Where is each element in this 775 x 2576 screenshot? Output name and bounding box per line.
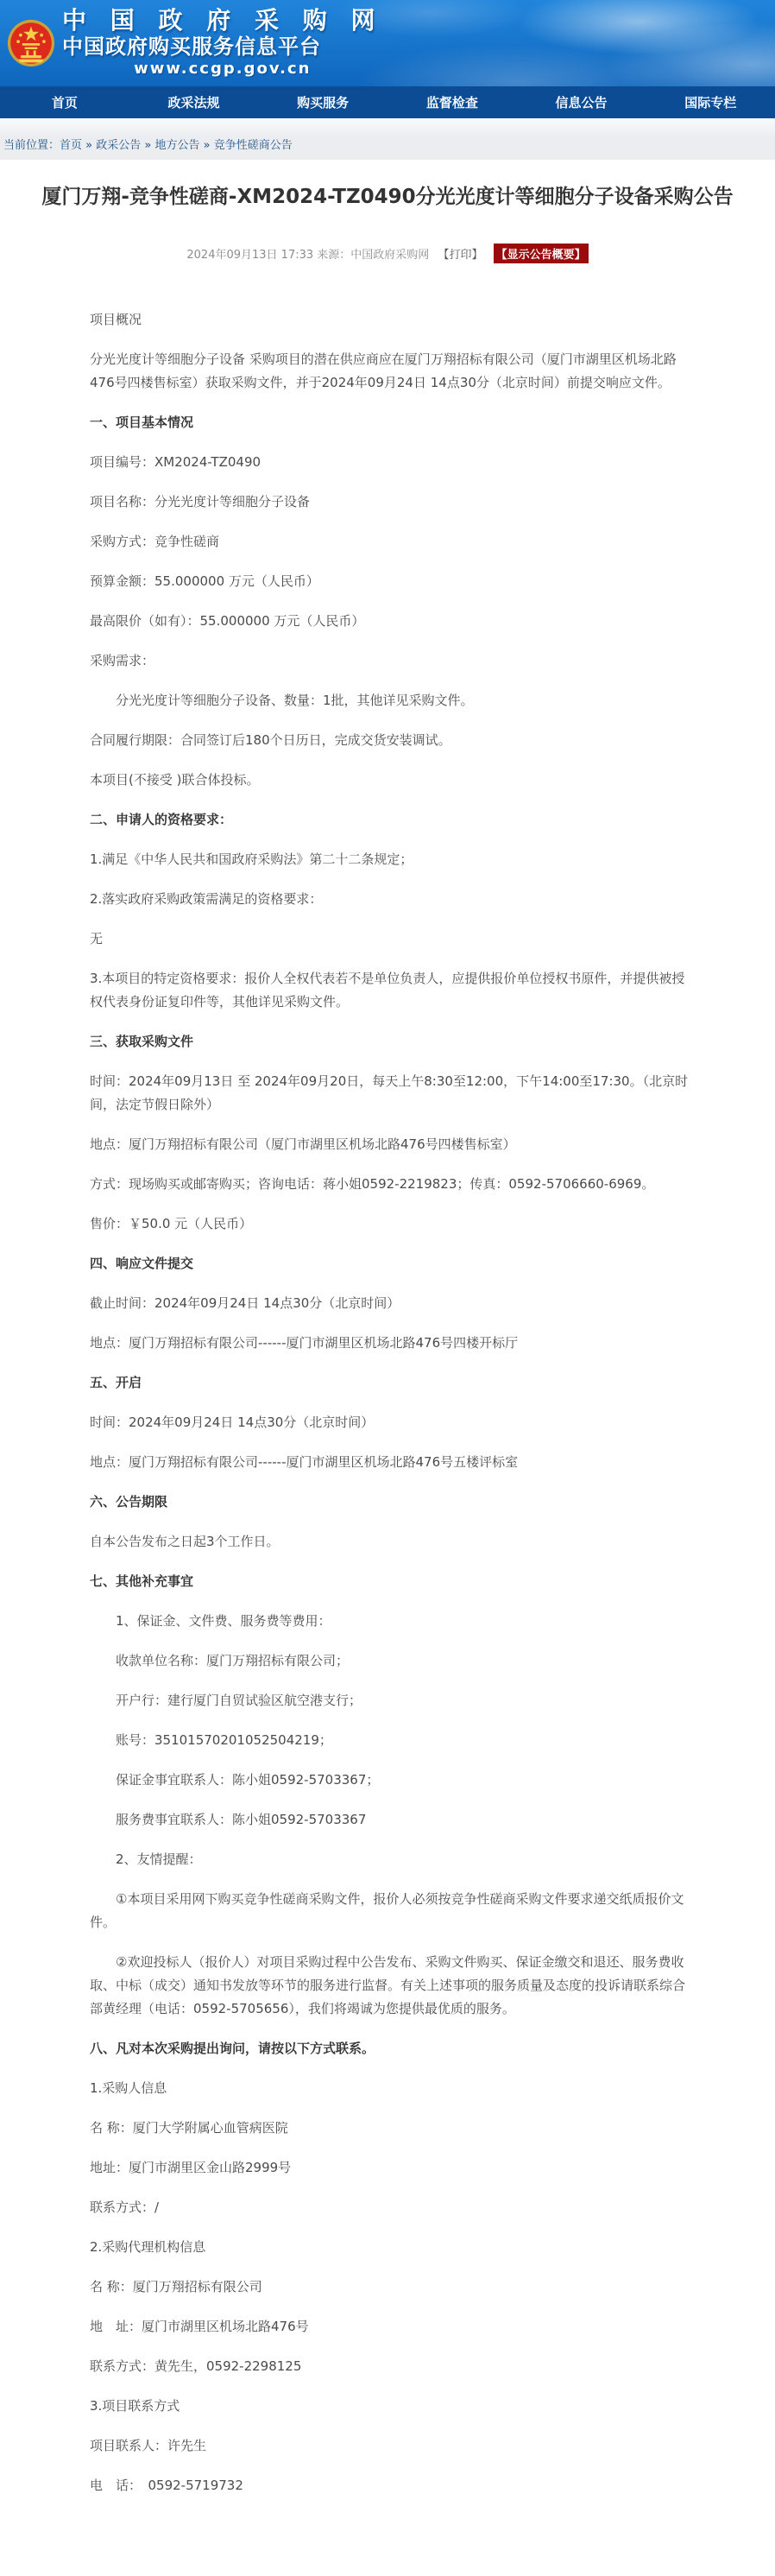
paragraph: 售价：￥50.0 元（人民币） bbox=[90, 1216, 253, 1231]
paragraph: 2、友情提醒： bbox=[116, 1851, 202, 1867]
paragraph: 时间：2024年09月13日 至 2024年09月20日，每天上午8:30至12:00，下午14:00至17:30。（北京时间，法定节假日除外） bbox=[90, 1073, 689, 1112]
paragraph: 收款单位名称：厦门万翔招标有限公司； bbox=[116, 1653, 350, 1668]
nav-item-3[interactable]: 购买服务 bbox=[297, 95, 350, 111]
paragraph: 方式：现场购买或邮寄购买；咨询电话：蒋小姐0592-2219823；传真：0592-5706660-6969。 bbox=[90, 1176, 655, 1192]
breadcrumb-item-4[interactable]: 竞争性磋商公告 bbox=[213, 139, 293, 152]
nav-item-4[interactable]: 监督检查 bbox=[425, 95, 478, 111]
paragraph: 预算金额：55.000000 万元（人民币） bbox=[90, 573, 319, 589]
section-heading: 一、项目基本情况 bbox=[90, 415, 194, 430]
site-url: www.ccgp.gov.cn bbox=[134, 60, 312, 78]
paragraph: 截止时间：2024年09月24日 14点30分（北京时间） bbox=[90, 1295, 400, 1311]
section-heading: 五、开启 bbox=[90, 1375, 142, 1390]
paragraph: 电 话： 0592-5719732 bbox=[90, 2478, 243, 2493]
nav-item-2[interactable]: 政采法规 bbox=[167, 95, 220, 111]
breadcrumb-item-1[interactable]: 首页 bbox=[60, 139, 83, 152]
nav-item-5[interactable]: 信息公告 bbox=[555, 95, 608, 111]
paragraph: 项目编号：XM2024-TZ0490 bbox=[90, 454, 261, 470]
paragraph: 名 称：厦门大学附属心血管病医院 bbox=[90, 2120, 288, 2136]
paragraph: 服务费事宜联系人：陈小姐0592-5703367 bbox=[116, 1812, 367, 1827]
site-name: 中 国 政 府 采 购 网 bbox=[62, 6, 383, 35]
site-header bbox=[0, 0, 775, 86]
paragraph: 3.本项目的特定资格要求：报价人全权代表若不是单位负责人，应提供报价单位授权书原件，并提供被授权代表身份证复印件等，其他详见采购文件。 bbox=[90, 971, 685, 1010]
section-heading: 四、响应文件提交 bbox=[90, 1256, 194, 1271]
announcement-page bbox=[0, 183, 775, 2576]
article-meta bbox=[0, 244, 775, 263]
show-summary-button[interactable]: 【显示公告概要】 bbox=[494, 244, 589, 263]
section-heading: 六、公告期限 bbox=[90, 1494, 168, 1510]
paragraph: 地点：厦门万翔招标有限公司------厦门市湖里区机场北路476号五楼评标室 bbox=[90, 1454, 519, 1470]
paragraph: ②欢迎投标人（报价人）对项目采购过程中公告发布、采购文件购买、保证金缴交和退还、服务费收取、中标（成交）通知书发放等环节的服务进行监督。有关上述事项的服务质量及态度的投诉请联系综合部黄经理（电话：0592-5705656），我们将竭诚为您提供最优质的服务。 bbox=[90, 1954, 686, 2016]
paragraph: 地址：厦门市湖里区金山路2999号 bbox=[90, 2160, 292, 2175]
article-body bbox=[90, 308, 694, 2576]
site-title-block bbox=[62, 7, 383, 79]
paragraph: 开户行：建行厦门自贸试验区航空港支行； bbox=[116, 1693, 362, 1708]
print-button[interactable]: 【打印】 bbox=[438, 249, 483, 262]
paragraph: ①本项目采用网下购买竞争性磋商采购文件，报价人必须按竞争性磋商采购文件要求递交纸质报价文件。 bbox=[90, 1891, 684, 1930]
paragraph: 项目概况 bbox=[90, 312, 142, 327]
source-label: 来源：中国政府采购网 bbox=[317, 249, 430, 262]
paragraph: 项目名称：分光光度计等细胞分子设备 bbox=[90, 494, 311, 510]
paragraph: 最高限价（如有）：55.000000 万元（人民币） bbox=[90, 613, 365, 629]
paragraph: 账号：35101570201052504219； bbox=[116, 1732, 332, 1748]
publish-datetime: 2024年09月13日 17:33 bbox=[186, 249, 314, 262]
breadcrumb-label: 当前位置： bbox=[3, 139, 60, 152]
paragraph: 分光光度计等细胞分子设备、数量：1批，其他详见采购文件。 bbox=[116, 693, 474, 708]
section-heading: 三、获取采购文件 bbox=[90, 1034, 194, 1049]
paragraph: 地点：厦门万翔招标有限公司------厦门市湖里区机场北路476号四楼开标厅 bbox=[90, 1335, 519, 1351]
breadcrumb-separator: » bbox=[141, 139, 155, 152]
paragraph: 1.采购人信息 bbox=[90, 2080, 167, 2096]
breadcrumb bbox=[3, 136, 293, 152]
site-logo[interactable] bbox=[0, 7, 383, 79]
breadcrumb-item-2[interactable]: 政采公告 bbox=[96, 139, 142, 152]
breadcrumb-item-3[interactable]: 地方公告 bbox=[154, 139, 200, 152]
page-title: 厦门万翔-竞争性磋商-XM2024-TZ0490分光光度计等细胞分子设备采购公告 bbox=[41, 186, 734, 208]
paragraph: 采购需求： bbox=[90, 653, 155, 668]
paragraph: 2.采购代理机构信息 bbox=[90, 2239, 206, 2255]
paragraph: 联系方式：/ bbox=[90, 2199, 160, 2215]
paragraph: 无 bbox=[90, 931, 104, 946]
paragraph: 项目联系人：许先生 bbox=[90, 2438, 207, 2453]
section-heading: 二、申请人的资格要求： bbox=[90, 812, 233, 827]
paragraph: 地点：厦门万翔招标有限公司（厦门市湖里区机场北路476号四楼售标室） bbox=[90, 1136, 516, 1152]
nav-item-1[interactable]: 首页 bbox=[51, 95, 78, 111]
paragraph: 时间：2024年09月24日 14点30分（北京时间） bbox=[90, 1415, 375, 1430]
nav-item-6[interactable]: 国际专栏 bbox=[684, 95, 737, 111]
paragraph: 1、保证金、文件费、服务费等费用： bbox=[116, 1613, 331, 1629]
paragraph: 地 址：厦门市湖里区机场北路476号 bbox=[90, 2319, 309, 2334]
paragraph: 本项目(不接受 )联合体投标。 bbox=[90, 772, 260, 788]
main-nav bbox=[0, 86, 775, 118]
site-subtitle: 中国政府购买服务信息平台 bbox=[62, 35, 321, 59]
paragraph: 自本公告发布之日起3个工作日。 bbox=[90, 1534, 280, 1549]
paragraph: 名 称：厦门万翔招标有限公司 bbox=[90, 2279, 262, 2294]
breadcrumb-strip bbox=[0, 118, 775, 160]
section-heading: 七、其他补充事宜 bbox=[90, 1573, 194, 1589]
paragraph: 2.落实政府采购政策需满足的资格要求： bbox=[90, 891, 323, 907]
paragraph: 联系方式：黄先生，0592-2298125 bbox=[90, 2358, 302, 2374]
paragraph: 合同履行期限：合同签订后180个日历日，完成交货安装调试。 bbox=[90, 732, 451, 748]
paragraph: 保证金事宜联系人：陈小姐0592-5703367； bbox=[116, 1772, 380, 1788]
paragraph: 3.项目联系方式 bbox=[90, 2398, 180, 2414]
breadcrumb-separator: » bbox=[199, 139, 214, 152]
paragraph: 分光光度计等细胞分子设备 采购项目的潜在供应商应在厦门万翔招标有限公司（厦门市湖里区机场北路476号四楼售标室）获取采购文件，并于2024年09月24日 14点30分（北京时间）前提交响应文件。 bbox=[90, 351, 677, 390]
section-heading: 八、凡对本次采购提出询问，请按以下方式联系。 bbox=[90, 2041, 375, 2056]
breadcrumb-separator: » bbox=[82, 139, 97, 152]
paragraph: 采购方式：竞争性磋商 bbox=[90, 534, 220, 549]
national-emblem-icon bbox=[7, 19, 55, 67]
paragraph: 1.满足《中华人民共和国政府采购法》第二十二条规定； bbox=[90, 851, 413, 867]
